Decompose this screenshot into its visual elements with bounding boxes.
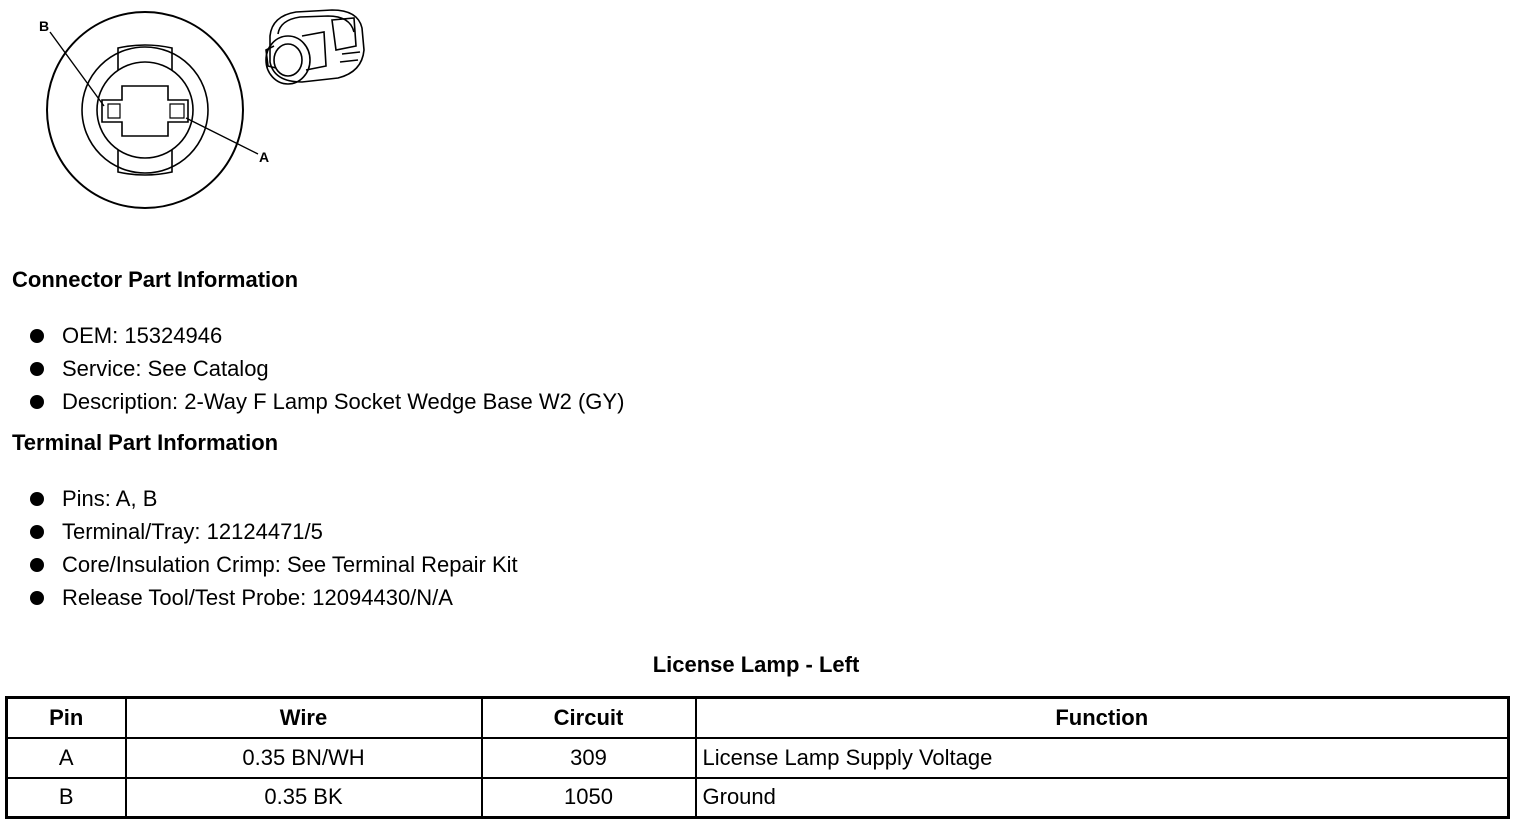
circuit-cell: 309 (482, 738, 696, 778)
list-item (28, 482, 518, 515)
list-item (28, 319, 624, 352)
bullet-icon (30, 362, 44, 376)
table-title: License Lamp - Left (652, 652, 860, 677)
column-header-wire: Wire (126, 698, 482, 738)
bullet-icon (30, 492, 44, 506)
circuit-cell: 1050 (482, 778, 696, 818)
bullet-icon (30, 395, 44, 409)
list-item (28, 581, 518, 614)
column-header-circuit: Circuit (482, 698, 696, 738)
list-item-text: Description: 2-Way F Lamp Socket Wedge Base W2 (GY) (62, 389, 625, 414)
list-item-text: Core/Insulation Crimp: See Terminal Repair Kit (62, 552, 518, 577)
list-item-text: Service: See Catalog (62, 356, 269, 381)
pin-cell: B (7, 778, 126, 818)
list-item-text: OEM: 15324946 (62, 323, 223, 348)
list-item (28, 548, 518, 581)
bullet-icon (30, 591, 44, 605)
connector-diagram (0, 0, 400, 225)
bullet-icon (30, 329, 44, 343)
column-header-function: Function (696, 698, 1509, 738)
list-item (28, 352, 624, 385)
table-row (7, 738, 1509, 778)
connector-info-heading: Connector Part Information (12, 267, 299, 292)
table-row (7, 778, 1509, 818)
terminal-info-list (28, 482, 518, 614)
list-item-text: Terminal/Tray: 12124471/5 (62, 519, 323, 544)
bullet-icon (30, 525, 44, 539)
list-item-text: Release Tool/Test Probe: 12094430/N/A (62, 585, 453, 610)
column-header-pin: Pin (7, 698, 126, 738)
list-item (28, 385, 624, 418)
list-item-text: Pins: A, B (62, 486, 158, 511)
function-cell: Ground (696, 778, 1509, 818)
connector-info-list (28, 319, 624, 418)
pinout-table (5, 696, 1510, 819)
function-cell: License Lamp Supply Voltage (696, 738, 1509, 778)
pin-cell: A (7, 738, 126, 778)
list-item (28, 515, 518, 548)
pin-b-label: B (39, 18, 50, 34)
bullet-icon (30, 558, 44, 572)
wire-cell: 0.35 BK (126, 778, 482, 818)
terminal-info-heading: Terminal Part Information (12, 430, 279, 455)
wire-cell: 0.35 BN/WH (126, 738, 482, 778)
pin-a-label: A (259, 149, 270, 165)
table-header-row (7, 698, 1509, 738)
